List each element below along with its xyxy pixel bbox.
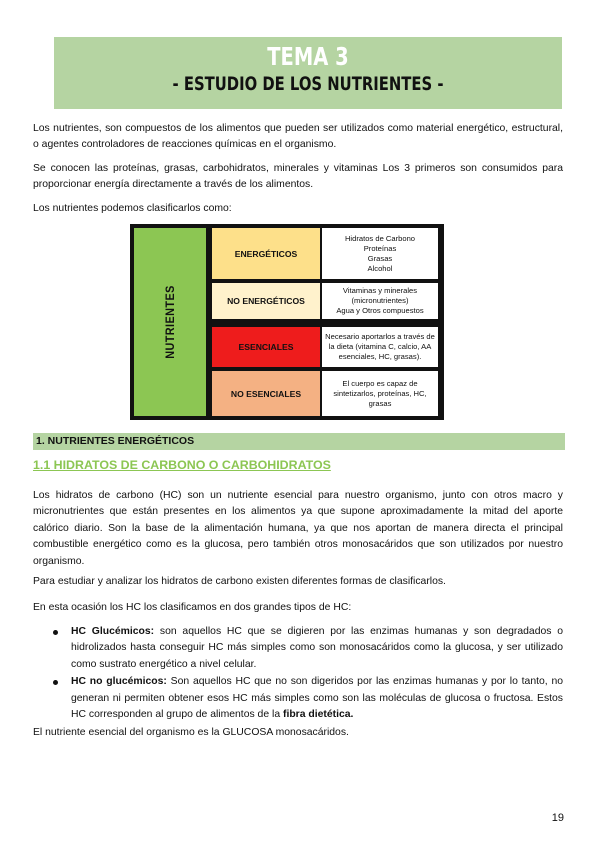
- intro-paragraph-2: Se conocen las proteínas, grasas, carbohidratos, minerales y vitaminas Los 3 primeros son consumidos para proporcionar energía directamente a través de los alimentos.: [33, 163, 563, 191]
- description-line: sintetizarlos, proteínas, HC,: [333, 388, 427, 398]
- closing-paragraph: El nutriente esencial del organismo es la GLUCOSA monosacáridos.: [33, 727, 349, 738]
- description-line: Grasas: [367, 253, 393, 263]
- description-line: El cuerpo es capaz de: [342, 378, 418, 388]
- description-line: (micronutrientes): [351, 296, 409, 305]
- description-line: esenciales, HC, grasas).: [338, 352, 422, 361]
- category-description: [322, 371, 438, 416]
- title-banner: [54, 37, 562, 109]
- category-description: [322, 228, 438, 279]
- category-label: NO ESENCIALES: [230, 388, 302, 399]
- page-number: 19: [551, 812, 564, 824]
- category-esenciales: [212, 327, 320, 367]
- category-label: ENERGÉTICOS: [234, 248, 298, 259]
- carbohydrates-paragraph: Los hidratos de carbono (HC) son un nutriente esencial para nuestro organismo, junto con otros macro y micronutrientes que están presentes en los alimentos ya que supone aproximadamente la mitad del aporte calórico diario. Son la base de la alimentación humana, ya que nos aportan de manera directa el principal combustible energético como es la glucosa, pero también otros monosacáridos que son utilizados por nuestro organismo.: [33, 490, 563, 567]
- description-line: Proteínas: [363, 243, 397, 253]
- classification-intro-paragraph: Para estudiar y analizar los hidratos de carbono existen diferentes formas de clasificarlos.: [33, 576, 446, 587]
- list-item: [33, 674, 563, 723]
- bullet-term: HC no glucémicos:: [71, 676, 167, 688]
- hc-types-list: [33, 624, 563, 724]
- description-line: Alcohol: [367, 263, 393, 273]
- types-intro-paragraph: En esta ocasión los HC los clasificamos en dos grandes tipos de HC:: [33, 602, 352, 613]
- category-no-esenciales: [212, 371, 320, 416]
- category-label: NO ENERGÉTICOS: [227, 296, 305, 306]
- category-label: ESENCIALES: [238, 342, 294, 352]
- bullet-emphasis: fibra dietética.: [282, 709, 354, 721]
- category-energeticos: [212, 228, 320, 279]
- nutrient-classification-diagram: [130, 224, 444, 420]
- intro-paragraph-1: Los nutrientes, son compuestos de los alimentos que pueden ser utilizados como material energético, estructural, o agentes controladores de reacciones químicas en el organismo.: [33, 123, 563, 151]
- list-item: [33, 624, 563, 673]
- page-title: TEMA 3: [267, 42, 349, 71]
- bullet-term: HC Glucémicos:: [71, 626, 155, 637]
- subsection-heading: 1.1 HIDRATOS DE CARBONO O CARBOHIDRATOS: [33, 458, 331, 472]
- category-description: [322, 327, 438, 367]
- bullet-text: Son aquellos HC que no son digeridos por las enzimas humanas y por lo tanto, no generan ni permiten obtener esos HC más simples como son las moléculas de glucosa o fructosa. Estos HC corresponden al grupo de alimentos de la: [71, 676, 564, 721]
- description-line: Hidratos de Carbono: [344, 233, 416, 243]
- description-line: Vitaminas y minerales: [342, 286, 418, 295]
- intro-paragraph-3: Los nutrientes podemos clasificarlos como:: [33, 203, 232, 214]
- bullet-text: son aquellos HC que se digieren por las enzimas humanas y son degradados o hidrolizados hasta conseguir HC más simples como son monosacáridos como la glucosa, y ser utilizado como sustrato energético a nivel celular.: [71, 626, 563, 670]
- section-heading: 1. NUTRIENTES ENERGÉTICOS: [33, 433, 565, 450]
- classification-root: [134, 228, 206, 416]
- description-line: grasas: [368, 398, 392, 408]
- description-line: la dieta (vitamina C, calcio, AA: [328, 342, 432, 351]
- bullet-icon: [53, 680, 58, 685]
- bullet-icon: [53, 630, 58, 635]
- classification-root-label: NUTRIENTES: [163, 285, 177, 359]
- category-no-energeticos: [212, 283, 320, 319]
- description-line: Agua y Otros compuestos: [336, 306, 424, 315]
- page-subtitle: - ESTUDIO DE LOS NUTRIENTES -: [172, 73, 444, 95]
- category-description: [322, 283, 438, 319]
- description-line: Necesario aportarlos a través de: [325, 332, 435, 341]
